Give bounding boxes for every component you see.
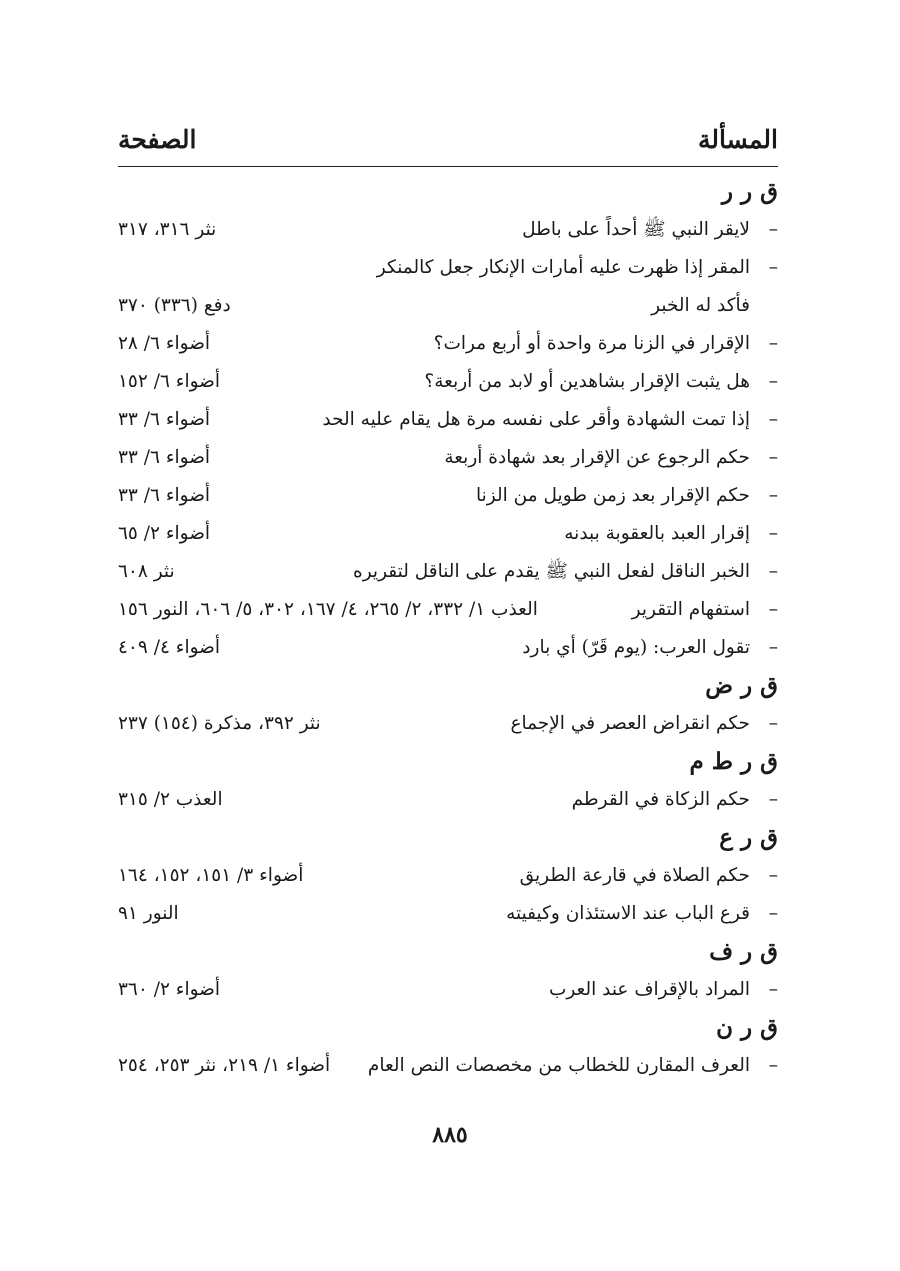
entry-text: الإقرار في الزنا مرة واحدة أو أربع مرات؟ xyxy=(433,333,750,354)
entry-text: فأكد له الخبر xyxy=(651,295,750,316)
entry-reference: نثر ٣٩٢، مذكرة (١٥٤) ٢٣٧ xyxy=(118,713,321,734)
section-heading: ق ر ن xyxy=(716,1014,778,1041)
entry-dash: – xyxy=(768,523,778,544)
entry-dash: – xyxy=(768,865,778,886)
entry-dash: – xyxy=(768,257,778,278)
entry-dash: – xyxy=(768,713,778,734)
entry-dash: – xyxy=(768,599,778,620)
entry-dash: – xyxy=(768,1055,778,1076)
entry-reference: أضواء ١/ ٢١٩، نثر ٢٥٣، ٢٥٤ xyxy=(118,1055,331,1076)
entry-reference: نثر ٣١٦، ٣١٧ xyxy=(118,219,217,240)
index-entry xyxy=(118,515,778,553)
index-entry xyxy=(118,591,778,629)
index-entry-continuation xyxy=(118,287,778,325)
index-entry xyxy=(118,439,778,477)
entry-text: العرف المقارن للخطاب من مخصصات النص العام xyxy=(367,1055,750,1076)
entry-dash: – xyxy=(768,371,778,392)
entry-reference: أضواء ٦/ ٣٣ xyxy=(118,485,211,506)
section-heading: ق ر ف xyxy=(709,938,778,965)
entry-reference: أضواء ٢/ ٣٦٠ xyxy=(118,979,221,1000)
entry-text: تقول العرب: (يوم قَرّ) أي بارد xyxy=(522,637,750,658)
page-column-heading: الصفحة xyxy=(118,125,197,154)
entry-reference: أضواء ٢/ ٦٥ xyxy=(118,523,211,544)
entry-dash: – xyxy=(768,979,778,1000)
entry-text: حكم الرجوع عن الإقرار بعد شهادة أربعة xyxy=(444,447,750,468)
entry-text: لايقر النبي ﷺ أحداً على باطل xyxy=(522,219,750,240)
index-entry xyxy=(118,477,778,515)
entry-text: حكم انقراض العصر في الإجماع xyxy=(510,713,750,734)
entry-text: إذا تمت الشهادة وأقر على نفسه مرة هل يقام عليه الحد xyxy=(322,409,750,430)
index-entry xyxy=(118,553,778,591)
entry-text: المقر إذا ظهرت عليه أمارات الإنكار جعل كالمنكر xyxy=(376,257,750,278)
index-entry xyxy=(118,781,778,819)
entry-text: حكم الصلاة في قارعة الطريق xyxy=(519,865,750,886)
entry-reference: العذب ٢/ ٣١٥ xyxy=(118,789,223,810)
entry-text: إقرار العبد بالعقوبة ببدنه xyxy=(564,523,750,544)
entry-text: هل يثبت الإقرار بشاهدين أو لابد من أربعة؟ xyxy=(424,371,750,392)
issue-column-heading: المسألة xyxy=(698,125,778,154)
entry-dash: – xyxy=(768,219,778,240)
entry-reference: أضواء ٦/ ٣٣ xyxy=(118,409,211,430)
entry-reference: نثر ٦٠٨ xyxy=(118,561,175,582)
entry-reference: العذب ١/ ٣٣٢، ٢/ ٢٦٥، ٤/ ١٦٧، ٣٠٢، ٥/ ٦٠٦، النور ١٥٦ xyxy=(118,599,538,620)
section-heading: ق ر ر xyxy=(721,178,778,205)
entry-reference: أضواء ٦/ ٣٣ xyxy=(118,447,211,468)
entry-dash: – xyxy=(768,903,778,924)
entry-dash: – xyxy=(768,333,778,354)
entry-reference: أضواء ٦/ ٢٨ xyxy=(118,333,211,354)
entry-reference: دفع (٣٣٦) ٣٧٠ xyxy=(118,295,231,316)
index-page xyxy=(118,120,778,1085)
index-entry xyxy=(118,249,778,287)
entry-reference: أضواء ٤/ ٤٠٩ xyxy=(118,637,221,658)
entry-text: قرع الباب عند الاستئذان وكيفيته xyxy=(506,903,750,924)
entry-dash: – xyxy=(768,789,778,810)
index-entry xyxy=(118,971,778,1009)
index-header xyxy=(118,120,778,160)
entry-text: حكم الزكاة في القرطم xyxy=(571,789,750,810)
section-heading: ق ر ع xyxy=(719,824,778,851)
entry-dash: – xyxy=(768,447,778,468)
page-number: ٨٨٥ xyxy=(432,1122,468,1148)
index-entry xyxy=(118,895,778,933)
entry-text: حكم الإقرار بعد زمن طويل من الزنا xyxy=(476,485,750,506)
entry-reference: النور ٩١ xyxy=(118,903,179,924)
index-entry xyxy=(118,1047,778,1085)
entry-text: استفهام التقرير xyxy=(631,599,750,620)
section-heading: ق ر ض xyxy=(705,672,778,699)
index-entry xyxy=(118,363,778,401)
entry-reference: أضواء ٣/ ١٥١، ١٥٢، ١٦٤ xyxy=(118,865,304,886)
section-heading: ق ر ط م xyxy=(689,748,778,775)
entry-dash: – xyxy=(768,637,778,658)
index-entry xyxy=(118,401,778,439)
entry-text: الخبر الناقل لفعل النبي ﷺ يقدم على الناقل لتقريره xyxy=(353,561,750,582)
entry-dash: – xyxy=(768,561,778,582)
entry-text: المراد بالإقراف عند العرب xyxy=(548,979,750,1000)
index-entry xyxy=(118,325,778,363)
index-entry xyxy=(118,629,778,667)
entry-dash: – xyxy=(768,485,778,506)
index-entry xyxy=(118,857,778,895)
entry-dash: – xyxy=(768,409,778,430)
index-entry xyxy=(118,705,778,743)
index-entry xyxy=(118,211,778,249)
entry-reference: أضواء ٦/ ١٥٢ xyxy=(118,371,221,392)
